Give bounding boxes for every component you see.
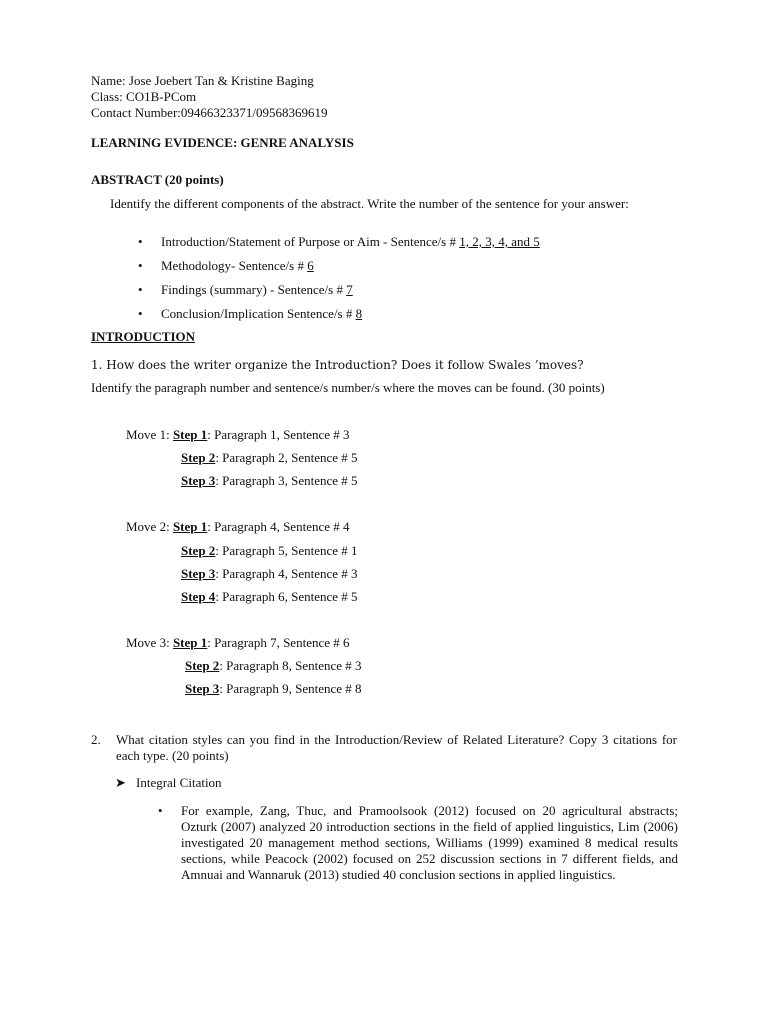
document-title: LEARNING EVIDENCE: GENRE ANALYSIS [91, 135, 354, 150]
question-2-number: 2. [91, 732, 101, 747]
student-names: Name: Jose Joebert Tan & Kristine Baging [91, 73, 314, 88]
step-row: Step 2: Paragraph 5, Sentence # 1 [181, 543, 358, 558]
move-row: Move 3: Step 1: Paragraph 7, Sentence # 6 [126, 635, 350, 650]
abstract-heading: ABSTRACT (20 points) [91, 172, 224, 187]
list-item: Introduction/Statement of Purpose or Aim - Sentence/s # 1, 2, 3, 4, and 5 [161, 234, 540, 249]
step-row: Step 3: Paragraph 3, Sentence # 5 [181, 473, 358, 488]
bullet-icon: • [138, 234, 143, 249]
list-item: Findings (summary) - Sentence/s # 7 [161, 282, 353, 297]
question-1: 1. How does the writer organize the Introduction? Does it follow Swales ’moves? [91, 358, 584, 372]
step-row: Step 2: Paragraph 2, Sentence # 5 [181, 450, 358, 465]
question-1-detail: Identify the paragraph number and sentence/s number/s where the moves can be found. (30 points) [91, 380, 605, 395]
step-row: Step 3: Paragraph 4, Sentence # 3 [181, 566, 358, 581]
integral-citation-label: Integral Citation [136, 775, 222, 790]
step-row: Step 2: Paragraph 8, Sentence # 3 [185, 658, 362, 673]
list-item: Methodology- Sentence/s # 6 [161, 258, 314, 273]
move-row: Move 2: Step 1: Paragraph 4, Sentence # 4 [126, 519, 350, 534]
introduction-heading: INTRODUCTION [91, 329, 196, 344]
bullet-icon: • [138, 282, 143, 297]
step-row: Step 4: Paragraph 6, Sentence # 5 [181, 589, 358, 604]
list-item: Conclusion/Implication Sentence/s # 8 [161, 306, 363, 321]
step-row: Step 3: Paragraph 9, Sentence # 8 [185, 681, 362, 696]
question-2: What citation styles can you find in the Introduction/Review of Related Literature? Copy 3 citations for each type. (20 points) [116, 732, 677, 763]
bullet-icon: • [138, 306, 143, 321]
class-info: Class: CO1B-PCom [91, 89, 197, 104]
bullet-icon: • [138, 258, 143, 273]
arrow-bullet-icon: ➤ [115, 775, 126, 790]
move-label: Move 3: [126, 635, 173, 650]
integral-citation-example: For example, Zang, Thuc, and Pramoolsook (2012) focused on 20 agricultural abstracts; Ozturk (2007) analyzed 20 introduction sections in the field of applied linguistics, Lim (2006) investigated 20 management method sections, Williams (1999) examined 8 medical results sections, while Peacock (2002) focused on 252 discussion sections in 7 different fields, and Amnuai and Wannaruk (2013) studied 40 conclusion sections in applied linguistics. [181, 803, 678, 882]
sentence-answer: 8 [355, 306, 363, 321]
move-row: Move 1: Step 1: Paragraph 1, Sentence # 3 [126, 427, 350, 442]
move-label: Move 1: [126, 427, 173, 442]
bullet-icon: • [158, 803, 163, 818]
contact-number: Contact Number:09466323371/09568369619 [91, 105, 328, 120]
move-label: Move 2: [126, 519, 173, 534]
abstract-instruction: Identify the different components of the abstract. Write the number of the sentence for your answer: [110, 196, 629, 211]
sentence-answer: 6 [307, 258, 314, 273]
sentence-answer: 7 [346, 282, 353, 297]
sentence-answer: 1, 2, 3, 4, and 5 [459, 234, 540, 249]
